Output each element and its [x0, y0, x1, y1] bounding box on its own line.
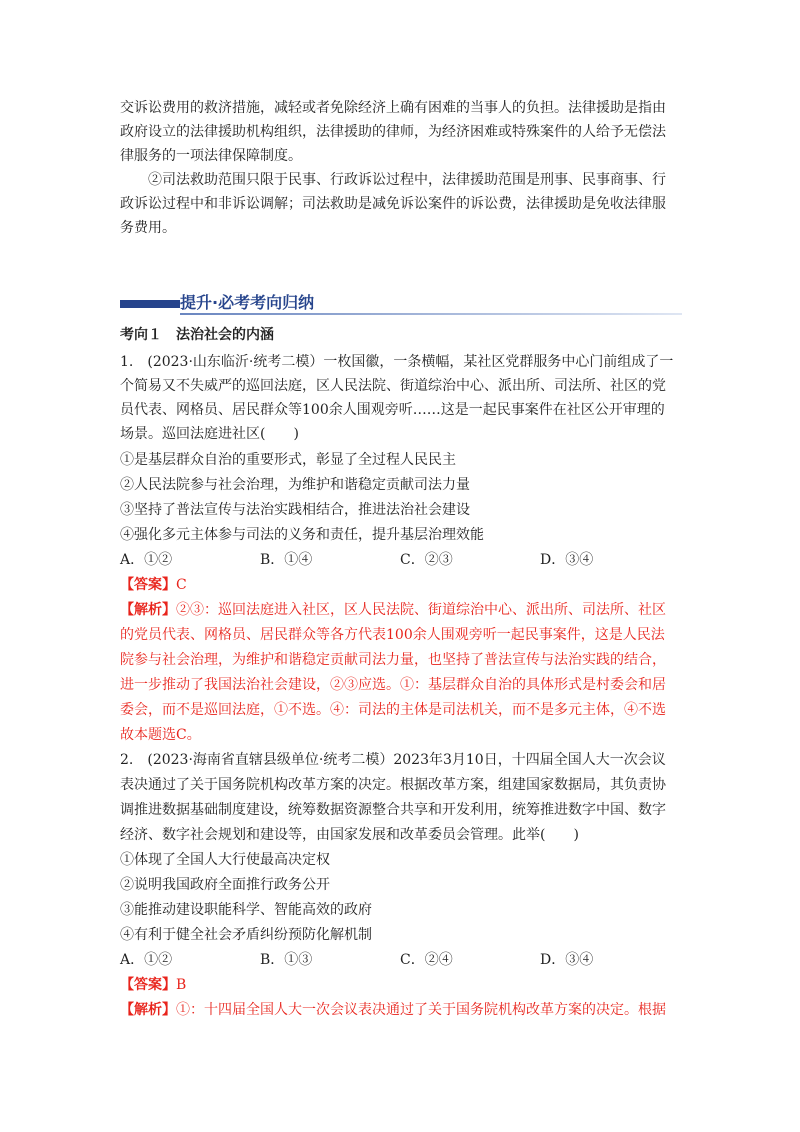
intro-line: 政府设立的法律援助机构组织，法律援助的律师，为经济困难或特殊案件的人给予无偿法 [120, 124, 666, 140]
q2-item: ③能推动建设职能科学、智能高效的政府 [120, 902, 372, 918]
q1-option-b: B．①④ [260, 552, 313, 568]
banner-bar [120, 300, 180, 308]
q2-option-c: C．②④ [400, 952, 453, 968]
q2-stem: 经济、数字社会规划和建设等，由国家发展和改革委员会管理。此举( ) [120, 827, 579, 843]
q1-item: ④强化多元主体参与司法的义务和责任，提升基层治理效能 [120, 527, 484, 543]
q1-stem: 个简易又不失威严的巡回法庭，区人民法院、街道综治中心、派出所、司法所、社区的党 [120, 378, 666, 394]
analysis-tag: 【解析】 [120, 602, 176, 618]
q1-stem: 1. (2023·山东临沂·统考二模）一枚国徽，一条横幅，某社区党群服务中心门前组成了一 [120, 354, 674, 370]
answer-value: B [176, 977, 187, 993]
q2-stem: 2. (2023·海南省直辖县级单位·统考二模）2023年3月10日，十四届全国人大一次会议 [120, 752, 666, 768]
answer-value: C [176, 577, 187, 593]
q1-analysis [120, 598, 682, 622]
intro-line: 律服务的一项法律保障制度。 [120, 148, 302, 164]
analysis-text: ①：十四届全国人大一次会议表决通过了关于国务院机构改革方案的决定。根据 [176, 1002, 666, 1018]
q2-answer [120, 973, 682, 997]
banner-rule [180, 313, 682, 315]
q1-item: ②人民法院参与社会治理，为维护和谐稳定贡献司法力量 [120, 477, 470, 493]
analysis-tag: 【解析】 [120, 1002, 176, 1018]
intro-line: ②司法救助范围只限于民事、行政诉讼过程中，法律援助范围是刑事、民事商事、行 [148, 172, 666, 188]
q2-analysis [120, 998, 682, 1022]
q1-option-a: A．①② [120, 552, 173, 568]
q2-stem: 表决通过了关于国务院机构改革方案的决定。根据改革方案，组建国家数据局，其负责协 [120, 777, 666, 793]
intro-line: 政诉讼过程中和非诉讼调解；司法救助是减免诉讼案件的诉讼费，法律援助是免收法律服 [120, 196, 666, 212]
q2-option-b: B．①③ [260, 952, 313, 968]
q2-option-a: A．①② [120, 952, 173, 968]
q2-item: ①体现了全国人大行使最高决定权 [120, 852, 330, 868]
q1-stem: 场景。巡回法庭进社区( ) [120, 426, 299, 442]
q1-item: ①是基层群众自治的重要形式，彰显了全过程人民民主 [120, 452, 456, 468]
q1-option-c: C．②③ [400, 552, 453, 568]
intro-line: 交诉讼费用的救济措施，减轻或者免除经济上确有困难的当事人的负担。法律援助是指由 [120, 100, 666, 116]
q1-analysis: 院参与社会治理，为维护和谐稳定贡献司法力量，也坚持了普法宣传与法治实践的结合， [120, 652, 666, 668]
q2-item: ②说明我国政府全面推行政务公开 [120, 877, 330, 893]
q1-analysis: 委会，而不是巡回法庭，①不选。④：司法的主体是司法机关，而不是多元主体，④不选 [120, 702, 666, 718]
answer-tag: 【答案】 [120, 977, 176, 993]
q1-answer [120, 573, 682, 597]
section-title: 提升·必考考向归纳 [180, 293, 315, 312]
q1-analysis: 进一步推动了我国法治社会建设，②③应选。①：基层群众自治的具体形式是村委会和居 [120, 677, 666, 693]
q2-item: ④有利于健全社会矛盾纠纷预防化解机制 [120, 927, 372, 943]
section-banner [120, 291, 682, 315]
q1-analysis: 的党员代表、网格员、居民群众等各方代表100余人围观旁听一起民事案件，这是人民法 [120, 627, 665, 643]
q1-option-d: D．③④ [540, 552, 594, 568]
q1-item: ③坚持了普法宣传与法治实践相结合，推进法治社会建设 [120, 502, 470, 518]
q1-stem: 员代表、网格员、居民群众等100余人围观旁听……这是一起民事案件在社区公开审理的 [120, 402, 665, 418]
analysis-text: ②③：巡回法庭进入社区，区人民法院、街道综治中心、派出所、司法所、社区 [176, 602, 666, 618]
answer-tag: 【答案】 [120, 577, 176, 593]
q2-option-d: D．③④ [540, 952, 594, 968]
intro-line: 务费用。 [120, 220, 176, 236]
q1-analysis: 故本题选C。 [120, 727, 201, 743]
q2-stem: 调推进数据基础制度建设，统筹数据资源整合共享和开发利用，统筹推进数字中国、数字 [120, 802, 666, 818]
topic-heading: 考向１ 法治社会的内涵 [120, 327, 274, 343]
